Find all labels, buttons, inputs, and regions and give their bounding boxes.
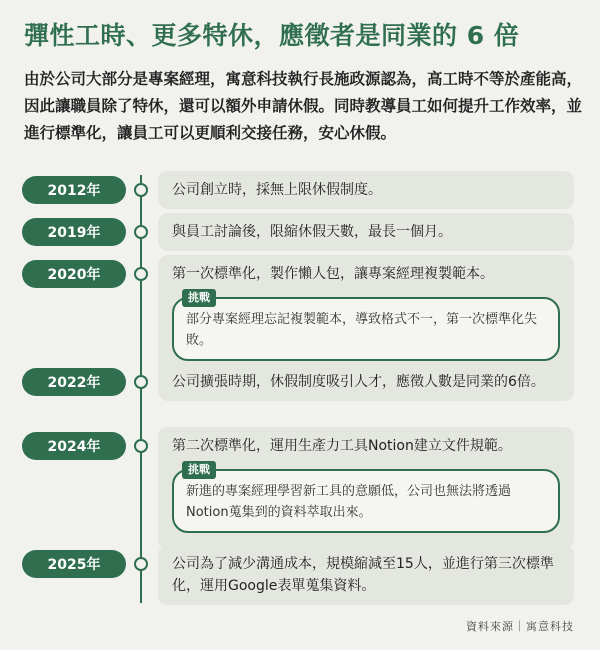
event-text: 第一次標準化，製作懶人包，讓專案經理複製範本。 xyxy=(172,266,494,282)
event-text: 公司擴張時期，休假制度吸引人才，應徵人數是同業的6倍。 xyxy=(172,374,545,390)
timeline-line xyxy=(140,175,142,603)
challenge-text: 新進的專案經理學習新工具的意願低，公司也無法將透過Notion蒐集到的資料萃取出來。 xyxy=(186,484,512,520)
timeline-dot xyxy=(134,557,148,571)
event-card xyxy=(158,427,574,549)
timeline-dot xyxy=(134,225,148,239)
page-title: 彈性工時、更多特休，應徵者是同業的 6 倍 xyxy=(24,21,520,50)
year-badge: 2012年 xyxy=(22,176,126,204)
year-badge: 2019年 xyxy=(22,218,126,246)
year-badge: 2020年 xyxy=(22,260,126,288)
event-card xyxy=(158,171,574,209)
challenge-text: 部分專案經理忘記複製範本，導致格式不一，第一次標準化失敗。 xyxy=(186,312,538,348)
source-credit: 資料來源｜寓意科技 xyxy=(466,620,574,633)
event-card xyxy=(158,213,574,251)
event-card xyxy=(158,255,574,377)
year-badge: 2022年 xyxy=(22,368,126,396)
challenge-tag: 挑戰 xyxy=(182,289,216,307)
event-text: 與員工討論後，限縮休假天數，最長一個月。 xyxy=(172,224,452,240)
challenge-box xyxy=(172,291,560,361)
timeline-dot xyxy=(134,439,148,453)
timeline-dot xyxy=(134,183,148,197)
year-badge: 2025年 xyxy=(22,550,126,578)
event-card xyxy=(158,545,574,605)
challenge-tag: 挑戰 xyxy=(182,461,216,479)
intro-paragraph: 由於公司大部分是專案經理，寓意科技執行長施政源認為，高工時不等於產能高，因此讓職員除了特休，還可以額外申請休假。同時教導員工如何提升工作效率，並進行標準化，讓員工可以更順利交接任務，安心休假。 xyxy=(24,70,583,142)
event-card xyxy=(158,363,574,401)
challenge-box xyxy=(172,463,560,533)
timeline-dot xyxy=(134,375,148,389)
year-badge: 2024年 xyxy=(22,432,126,460)
timeline-dot xyxy=(134,267,148,281)
event-text: 公司創立時，採無上限休假制度。 xyxy=(172,182,382,198)
event-text: 公司為了減少溝通成本，規模縮減至15人，並進行第三次標準化，運用Google表單蒐集資料。 xyxy=(172,556,554,594)
event-text: 第二次標準化，運用生產力工具Notion建立文件規範。 xyxy=(172,438,512,454)
